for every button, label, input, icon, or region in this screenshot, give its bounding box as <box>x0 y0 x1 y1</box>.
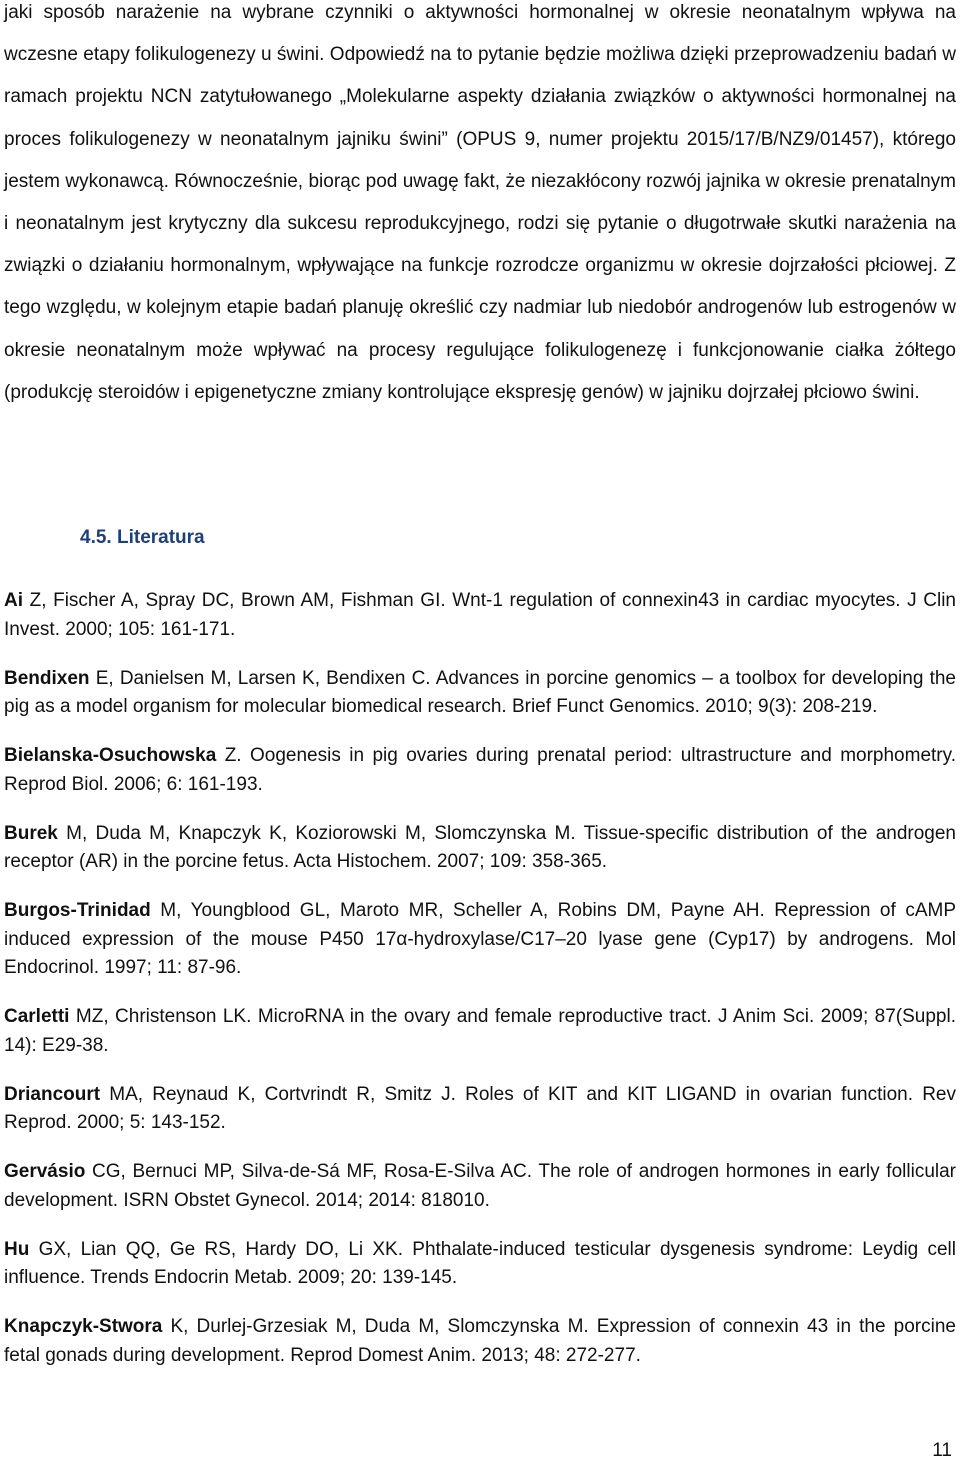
reference-first-author: Burek <box>4 822 58 844</box>
reference-item <box>4 1313 956 1370</box>
reference-rest: M, Duda M, Knapczyk K, Koziorowski M, Slomczynska M. Tissue-specific distribution of the androgen receptor (AR) in the porcine fetus. Acta Histochem. 2007; 109: 358-365. <box>4 822 956 872</box>
reference-first-author: Carletti <box>4 1006 70 1027</box>
reference-rest: GX, Lian QQ, Ge RS, Hardy DO, Li XK. Phthalate-induced testicular dysgenesis syndrome: Leydig cell influence. Trends Endocrin Metab. 2009; 20: 139-145. <box>4 1238 956 1288</box>
reference-item <box>4 665 956 722</box>
reference-item <box>4 820 956 877</box>
reference-first-author: Gervásio <box>4 1161 86 1182</box>
section-title: Literatura <box>116 527 205 548</box>
reference-first-author: Driancourt <box>4 1083 101 1105</box>
reference-first-author: Bielanska-Osuchowska <box>4 745 217 766</box>
reference-rest: Z, Fischer A, Spray DC, Brown AM, Fishman GI. Wnt-1 regulation of connexin43 in cardiac myocytes. J Clin Invest. 2000; 105: 161-171. <box>4 590 956 640</box>
reference-first-author: Burgos-Trinidad <box>4 900 151 921</box>
page-number: 11 <box>932 1440 952 1461</box>
section-number: 4.5. <box>80 527 112 548</box>
reference-first-author: Knapczyk-Stwora <box>4 1316 163 1337</box>
reference-item <box>4 1003 956 1060</box>
reference-first-author: Bendixen <box>4 667 90 689</box>
reference-item <box>4 742 956 799</box>
reference-item <box>4 1236 956 1293</box>
reference-rest: Z. Oogenesis in pig ovaries during prenatal period: ultrastructure and morphometry. Reprod Biol. 2006; 6: 161-193. <box>4 745 956 795</box>
reference-rest: K, Durlej-Grzesiak M, Duda M, Slomczynska M. Expression of connexin 43 in the porcine fetal gonads during development. Reprod Domest Anim. 2013; 48: 272-277. <box>4 1316 956 1366</box>
section-heading <box>80 525 205 551</box>
reference-item <box>4 1158 956 1215</box>
reference-item <box>4 897 956 983</box>
reference-item <box>4 587 956 644</box>
body-paragraph-text: jaki sposób narażenie na wybrane czynniki o aktywności hormonalnej w okresie neonatalnym wpływa na wczesne etapy folikulogenezy u świni. Odpowiedź na to pytanie będzie możliwa dzięki przeprowadzeniu badań w ramach projektu NCN zatytułowanego „Molekularne aspekty działania związków o aktywności hormonalnej na proces folikulogenezy w neonatalnym jajniku świni” (OPUS 9, numer projektu 2015/17/B/NZ9/01457), którego jestem wykonawcą. Równocześnie, biorąc pod uwagę fakt, że niezakłócony rozwój jajnika w okresie prenatalnym i neonatalnym jest krytyczny dla sukcesu reprodukcyjnego, rodzi się pytanie o długotrwałe skutki narażenia na związki o działaniu hormonalnym, wpływające na funkcje rozrodcze organizmu w okresie dojrzałości płciowej. Z tego względu, w kolejnym etapie badań planuję określić czy nadmiar lub niedobór androgenów lub estrogenów w okresie neonatalnym może wpływać na procesy regulujące folikulogenezę i funkcjonowanie ciałka żółtego (produkcję steroidów i epigenetyczne zmiany kontrolujące ekspresję genów) w jajniku dojrzałej płciowo świni. <box>4 2 956 403</box>
reference-item <box>4 1081 956 1138</box>
reference-rest: CG, Bernuci MP, Silva-de-Sá MF, Rosa-E-Silva AC. The role of androgen hormones in early follicular development. ISRN Obstet Gynecol. 2014; 2014: 818010. <box>4 1161 956 1211</box>
body-paragraph <box>4 0 956 414</box>
document-page <box>4 0 956 1464</box>
reference-rest: MZ, Christenson LK. MicroRNA in the ovary and female reproductive tract. J Anim Sci. 2009; 87(Suppl. 14): E29-38. <box>4 1006 956 1056</box>
reference-first-author: Hu <box>4 1238 30 1260</box>
reference-first-author: Ai <box>4 590 23 611</box>
reference-rest: M, Youngblood GL, Maroto MR, Scheller A, Robins DM, Payne AH. Repression of cAMP induced expression of the mouse P450 17α-hydroxylase/C17–20 lyase gene (Cyp17) by androgens. Mol Endocrinol. 1997; 11: 87-96. <box>4 900 956 978</box>
reference-rest: MA, Reynaud K, Cortvrindt R, Smitz J. Roles of KIT and KIT LIGAND in ovarian function. Rev Reprod. 2000; 5: 143-152. <box>4 1083 956 1133</box>
reference-rest: E, Danielsen M, Larsen K, Bendixen C. Advances in porcine genomics – a toolbox for developing the pig as a model organism for molecular biomedical research. Brief Funct Genomics. 2010; 9(3): 208-219. <box>4 667 956 717</box>
reference-list <box>4 587 956 1391</box>
